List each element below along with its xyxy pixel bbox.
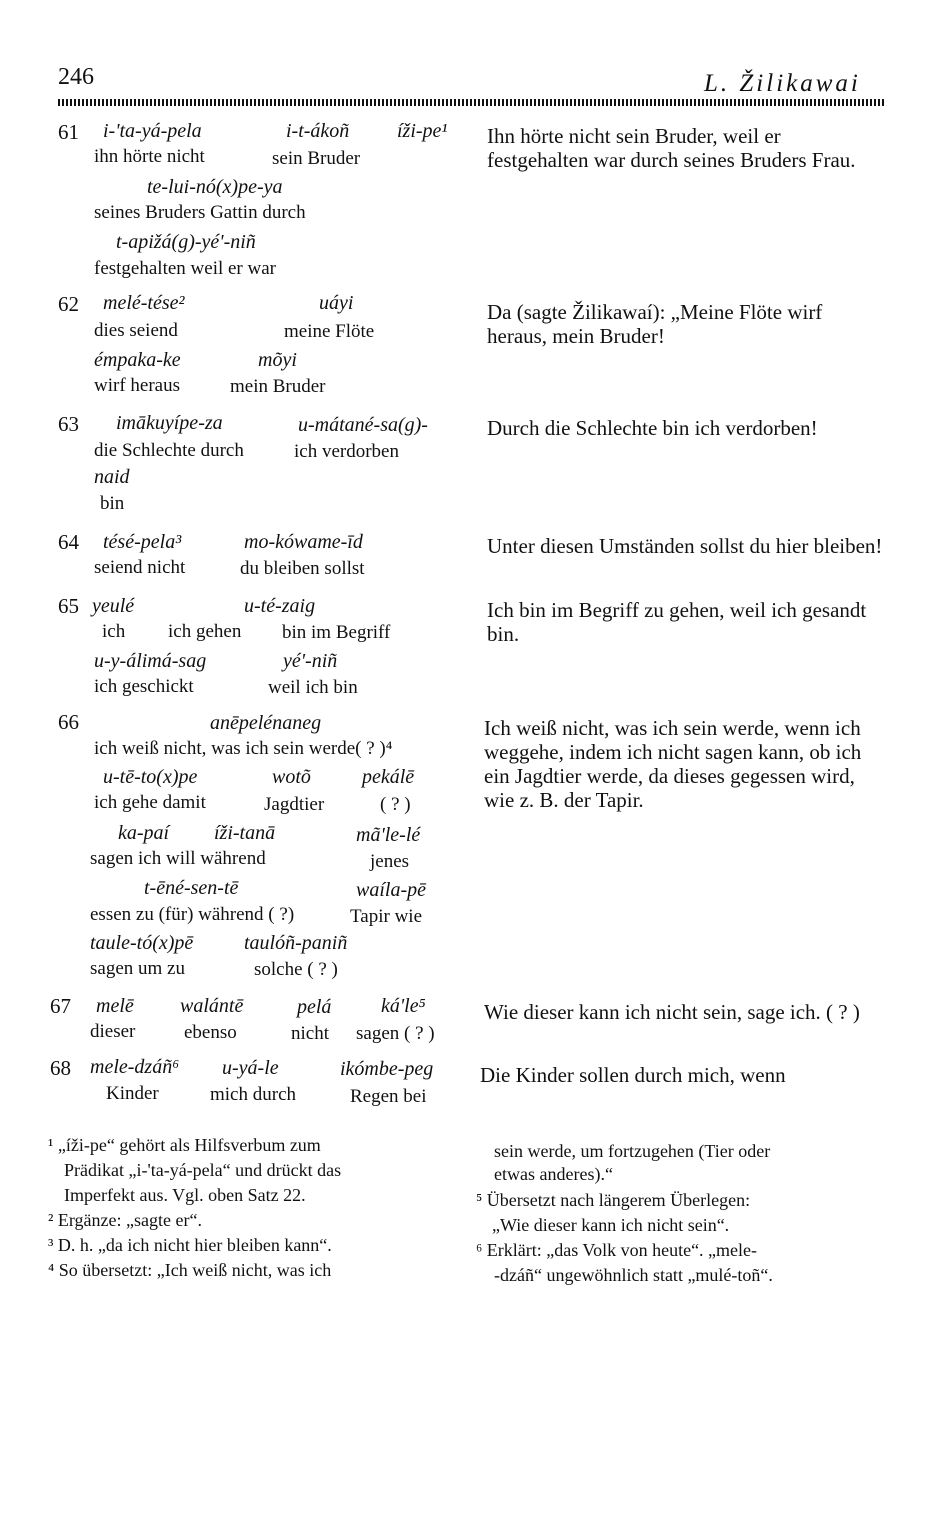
gloss: mein Bruder — [230, 376, 326, 397]
native-word: mele-dzáñ⁶ — [90, 1056, 180, 1078]
native-word: pelá — [297, 996, 332, 1018]
native-word: u-mátané-sa(g)- — [298, 414, 428, 436]
entry-number: 65 — [58, 594, 79, 618]
native-word: u-y-álimá-sag — [94, 650, 207, 672]
footnote-line: ³ D. h. „da ich nicht hier bleiben kann“. — [48, 1235, 332, 1255]
footnote-line: ⁵ Übersetzt nach längerem Überlegen: — [476, 1190, 751, 1210]
native-word: imākuyípe-za — [116, 412, 223, 434]
gloss: meine Flöte — [284, 321, 375, 342]
gloss: du bleiben sollst — [240, 558, 365, 579]
gloss: jenes — [370, 851, 410, 872]
gloss: sagen ( ? ) — [356, 1023, 435, 1044]
native-word: walántē — [180, 995, 244, 1017]
native-word: t-apižá(g)-yé'-niñ — [116, 231, 256, 253]
page-number: 246 — [58, 64, 94, 90]
native-word: íži-pe¹ — [397, 120, 448, 142]
footnote-line: „Wie dieser kann ich nicht sein“. — [492, 1215, 730, 1235]
native-word: ka-paí — [118, 822, 170, 844]
gloss: essen zu (für) während ( ?) — [90, 904, 295, 925]
gloss: ich gehen — [168, 621, 242, 642]
native-word: t-ēné-sen-tē — [144, 877, 239, 899]
gloss: ich verdorben — [294, 441, 399, 462]
entry-number: 62 — [58, 292, 79, 316]
gloss: festgehalten weil er war — [94, 258, 276, 279]
native-word: naid — [94, 466, 130, 488]
native-word: i-'ta-yá-pela — [103, 120, 202, 142]
gloss: ich geschickt — [94, 676, 194, 697]
gloss: sagen ich will während — [90, 848, 266, 869]
native-word: tésé-pela³ — [103, 531, 182, 553]
gloss: weil ich bin — [268, 677, 358, 698]
translation: Da (sagte Žilikawaí): „Meine Flöte wirf heraus, mein Bruder! — [487, 300, 823, 348]
gloss: dies seiend — [94, 320, 178, 341]
entry-number: 66 — [58, 710, 79, 734]
native-word: taule-tó(x)pē — [90, 932, 194, 954]
native-word: mõyi — [258, 349, 297, 371]
translation: Wie dieser kann ich nicht sein, sage ich. ( ? ) — [484, 1000, 860, 1024]
gloss: Jagdtier — [264, 794, 325, 815]
entry-number: 64 — [58, 530, 79, 554]
translation: Die Kinder sollen durch mich, wenn — [480, 1063, 786, 1087]
gloss: ( ? ) — [380, 794, 411, 815]
footnote-line: Imperfekt aus. Vgl. oben Satz 22. — [64, 1185, 306, 1205]
entry-number: 68 — [50, 1056, 71, 1080]
native-word: u-tē-to(x)pe — [103, 766, 198, 788]
native-word: te-lui-nó(x)pe-ya — [147, 176, 283, 198]
translation: Ihn hörte nicht sein Bruder, weil er festgehalten war durch seines Bruders Frau. — [487, 124, 856, 172]
gloss: nicht — [291, 1023, 329, 1044]
gloss: ebenso — [184, 1022, 237, 1043]
native-word: mã'le-lé — [356, 824, 421, 846]
native-word: mo-kówame-īd — [244, 531, 363, 553]
native-word: yé'-niñ — [283, 650, 338, 672]
native-word: pekálē — [362, 766, 415, 788]
native-word: émpaka-ke — [94, 349, 181, 371]
footnote-line: -dzáñ“ ungewöhnlich statt „mulé-toñ“. — [494, 1265, 773, 1285]
gloss: bin — [100, 493, 125, 514]
gloss: ich weiß nicht, was ich sein werde( ? )⁴ — [94, 738, 393, 759]
gloss: sein Bruder — [272, 148, 361, 169]
native-word: i-t-ákoñ — [286, 120, 350, 142]
native-word: waíla-pē — [356, 879, 426, 901]
native-word: melé-tése² — [103, 292, 185, 314]
gloss: sagen um zu — [90, 958, 185, 979]
translation: Ich bin im Begriff zu gehen, weil ich gesandt bin. — [487, 598, 867, 646]
footnote-line: sein werde, um fortzugehen (Tier oder — [494, 1141, 771, 1161]
entry-number: 67 — [50, 994, 71, 1018]
footnote-line: etwas anderes).“ — [494, 1164, 613, 1184]
native-word: anēpelénaneg — [210, 712, 322, 734]
entry-number: 63 — [58, 412, 79, 436]
native-word: yeulé — [92, 595, 135, 617]
native-word: uáyi — [319, 292, 354, 314]
native-word: u-yá-le — [222, 1057, 279, 1079]
native-word: melē — [96, 995, 134, 1017]
gloss: dieser — [90, 1021, 136, 1042]
gloss: ich gehe damit — [94, 792, 206, 813]
gloss: mich durch — [210, 1084, 297, 1105]
gloss: Regen bei — [350, 1086, 427, 1107]
gloss: bin im Begriff — [282, 622, 391, 643]
header-rule — [58, 99, 886, 106]
native-word: wotõ — [272, 766, 311, 788]
gloss: die Schlechte durch — [94, 440, 244, 461]
translation: Unter diesen Umständen sollst du hier bleiben! — [487, 534, 883, 558]
native-word: ikómbe-peg — [340, 1058, 434, 1080]
gloss: wirf heraus — [94, 375, 180, 396]
running-title: L. Žilikawai — [704, 70, 861, 97]
gloss: Kinder — [106, 1083, 159, 1104]
native-word: taulóñ-paniñ — [244, 932, 348, 954]
gloss: ich — [102, 621, 126, 642]
footnote-line: ⁶ Erklärt: „das Volk von heute“. „mele- — [476, 1240, 758, 1260]
gloss: solche ( ? ) — [254, 959, 338, 980]
footnote-line: ¹ „íži-pe“ gehört als Hilfsverbum zum — [48, 1135, 321, 1155]
translation: Durch die Schlechte bin ich verdorben! — [487, 416, 818, 440]
native-word: u-té-zaig — [244, 595, 316, 617]
footnote-line: ² Ergänze: „sagte er“. — [48, 1210, 202, 1230]
entry-number: 61 — [58, 120, 79, 144]
native-word: ká'le⁵ — [381, 995, 426, 1017]
native-word: íži-tanā — [214, 822, 276, 844]
translation: Ich weiß nicht, was ich sein werde, wenn ich weggehe, indem ich nicht sagen kann, ob ich ein Jagdtier werde, da dieses gegessen wird, wie z. B. der Tapir. — [484, 716, 862, 812]
footnote-line: ⁴ So übersetzt: „Ich weiß nicht, was ich — [48, 1260, 332, 1280]
footnote-line: Prädikat „i-'ta-yá-pela“ und drückt das — [64, 1160, 342, 1180]
gloss: ihn hörte nicht — [94, 146, 205, 167]
gloss: seiend nicht — [94, 557, 186, 578]
gloss: seines Bruders Gattin durch — [94, 202, 306, 223]
gloss: Tapir wie — [350, 906, 423, 927]
